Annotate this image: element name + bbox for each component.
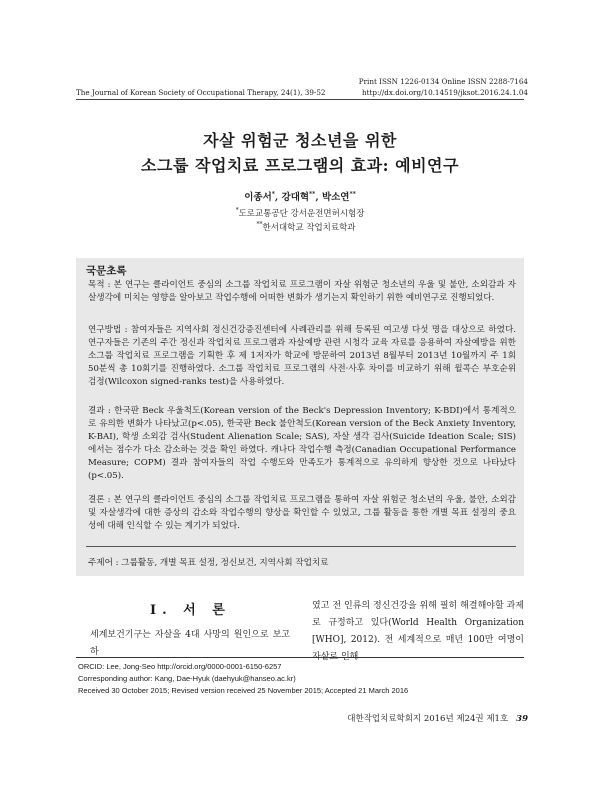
doi-link[interactable]: http://dx.doi.org/10.14519/jksot.2016.24.1.04	[361, 88, 528, 97]
corresponding-footnote: Corresponding author: Kang, Dae-Hyuk (daehyuk@hanseo.ac.kr)	[78, 674, 296, 683]
abstract-heading: 국문초록	[86, 265, 127, 277]
affiliation-2: **한서대학교 작업치료학과	[256, 221, 356, 233]
title-line-2: 소그룹 작업치료 프로그램의 효과: 예비연구	[141, 156, 459, 175]
orcid-footnote: ORCID: Lee, Jong-Seo http://orcid.org/0000-0001-6150-6257	[78, 662, 282, 671]
journal-reference: The Journal of Korean Society of Occupational Therapy, 24(1), 39-52	[76, 88, 326, 97]
header-rule	[76, 99, 524, 100]
journal-footer	[347, 712, 528, 724]
abstract-conclusion: 결론 : 본 연구의 클라이언트 중심의 소그룹 작업치료 프로그램을 통하여 자살 위험군 청소년의 우울, 불안, 소외감 및 자살생각에 대한 증상의 감소와 작업수행의 향상을 확인할 수 있었고, 그룹 활동을 통한 개별 목표 설정의 중요성에 대해 인식할 수 있는 계기가 되었다.	[88, 495, 516, 531]
intro-left-column: 세계보건기구는 자살을 4대 사망의 원인으로 보고하	[90, 630, 290, 657]
author-list: 이종서*, 강대혁**, 박소연**	[244, 190, 356, 203]
received-footnote: Received 30 October 2015; Revised version received 25 November 2015; Accepted 21 March 2016	[78, 686, 409, 695]
page-number: 39	[516, 714, 528, 724]
title-line-1: 자살 위험군 청소년을 위한	[203, 131, 397, 150]
abstract-results: 결과 : 한국판 Beck 우울척도(Korean version of the Beck's Depression Inventory; K-BDI)에서 통계적으로 유의한 변화가 나타났고(p<.05), 한국판 Beck 불안척도(Korean version of the Beck Anxiety Inventory, K-BAI), 학생 소외감 검사(Student Alienation Scale; SAS), 자살 생각 검사(Suicide Ideation Scale; SIS)에서는 점수가 다소 감소하는 것을 확인 하였다. 캐나다 작업수행 측정(Canadian Occupational Performance Measure; COPM) 결과 참여자들의 작업 수행도와 만족도가 통계적으로 유의하게 향상한 것으로 나타났다(p<.05).	[88, 406, 516, 481]
author-1: 이종서	[244, 192, 272, 203]
abstract-purpose: 목적 : 본 연구는 클라이언트 중심의 소그룹 작업치료 프로그램이 자살 위험군 청소년의 우울 및 불안, 소외감과 자살생각에 미치는 영향을 알아보고 작업수행에 어떠한 변화가 생기는지 확인하기 위한 예비연구로 진행되었다.	[88, 280, 516, 303]
keywords-divider	[86, 546, 516, 547]
footnote-rule	[76, 657, 524, 658]
abstract-methods: 연구방법 : 참여자들은 지역사회 정신건강증진센터에 사례관리를 위해 등록된 여고생 다섯 명을 대상으로 하였다. 연구자들은 기존의 주간 정신과 작업치료 프로그램과 자살예방 관련 시청각 교육 자료를 응용하여 자살예방을 위한 소그룹 작업치료 프로그램을 기획한 후 제 1저자가 학교에 방문하여 2013년 8월부터 2013년 10월까지 주 1회 50분씩 총 10회기를 진행하였다. 소그룹 작업치료 프로그램의 사전·사후 차이를 비교하기 위해 윌콕슨 부호순위 검정(Wilcoxon signed-ranks test)을 사용하였다.	[88, 325, 516, 387]
affiliation-1: *도로교통공단 강서운전면허시험장	[235, 207, 365, 219]
author-3: 박소연	[321, 192, 350, 203]
section-title: Ⅰ. 서 론	[150, 603, 231, 618]
issn-line: Print ISSN 1226-0134 Online ISSN 2288-7164	[358, 77, 528, 86]
journal-footer-text: 대한작업치료학회지 2016년 제24권 제1호	[347, 714, 509, 724]
author-2: 강대혁	[281, 192, 310, 203]
keywords: 주제어 : 그룹활동, 개별 목표 설정, 정신보건, 지역사회 작업치료	[88, 558, 329, 568]
intro-right-column: 였고 전 인류의 정신건강을 위해 필히 해결해야할 과제로 규정하고 있다(World Health Organization [WHO], 2012). 전 세계적으로 매년 100만 여명이 자살로 인해	[312, 601, 524, 662]
